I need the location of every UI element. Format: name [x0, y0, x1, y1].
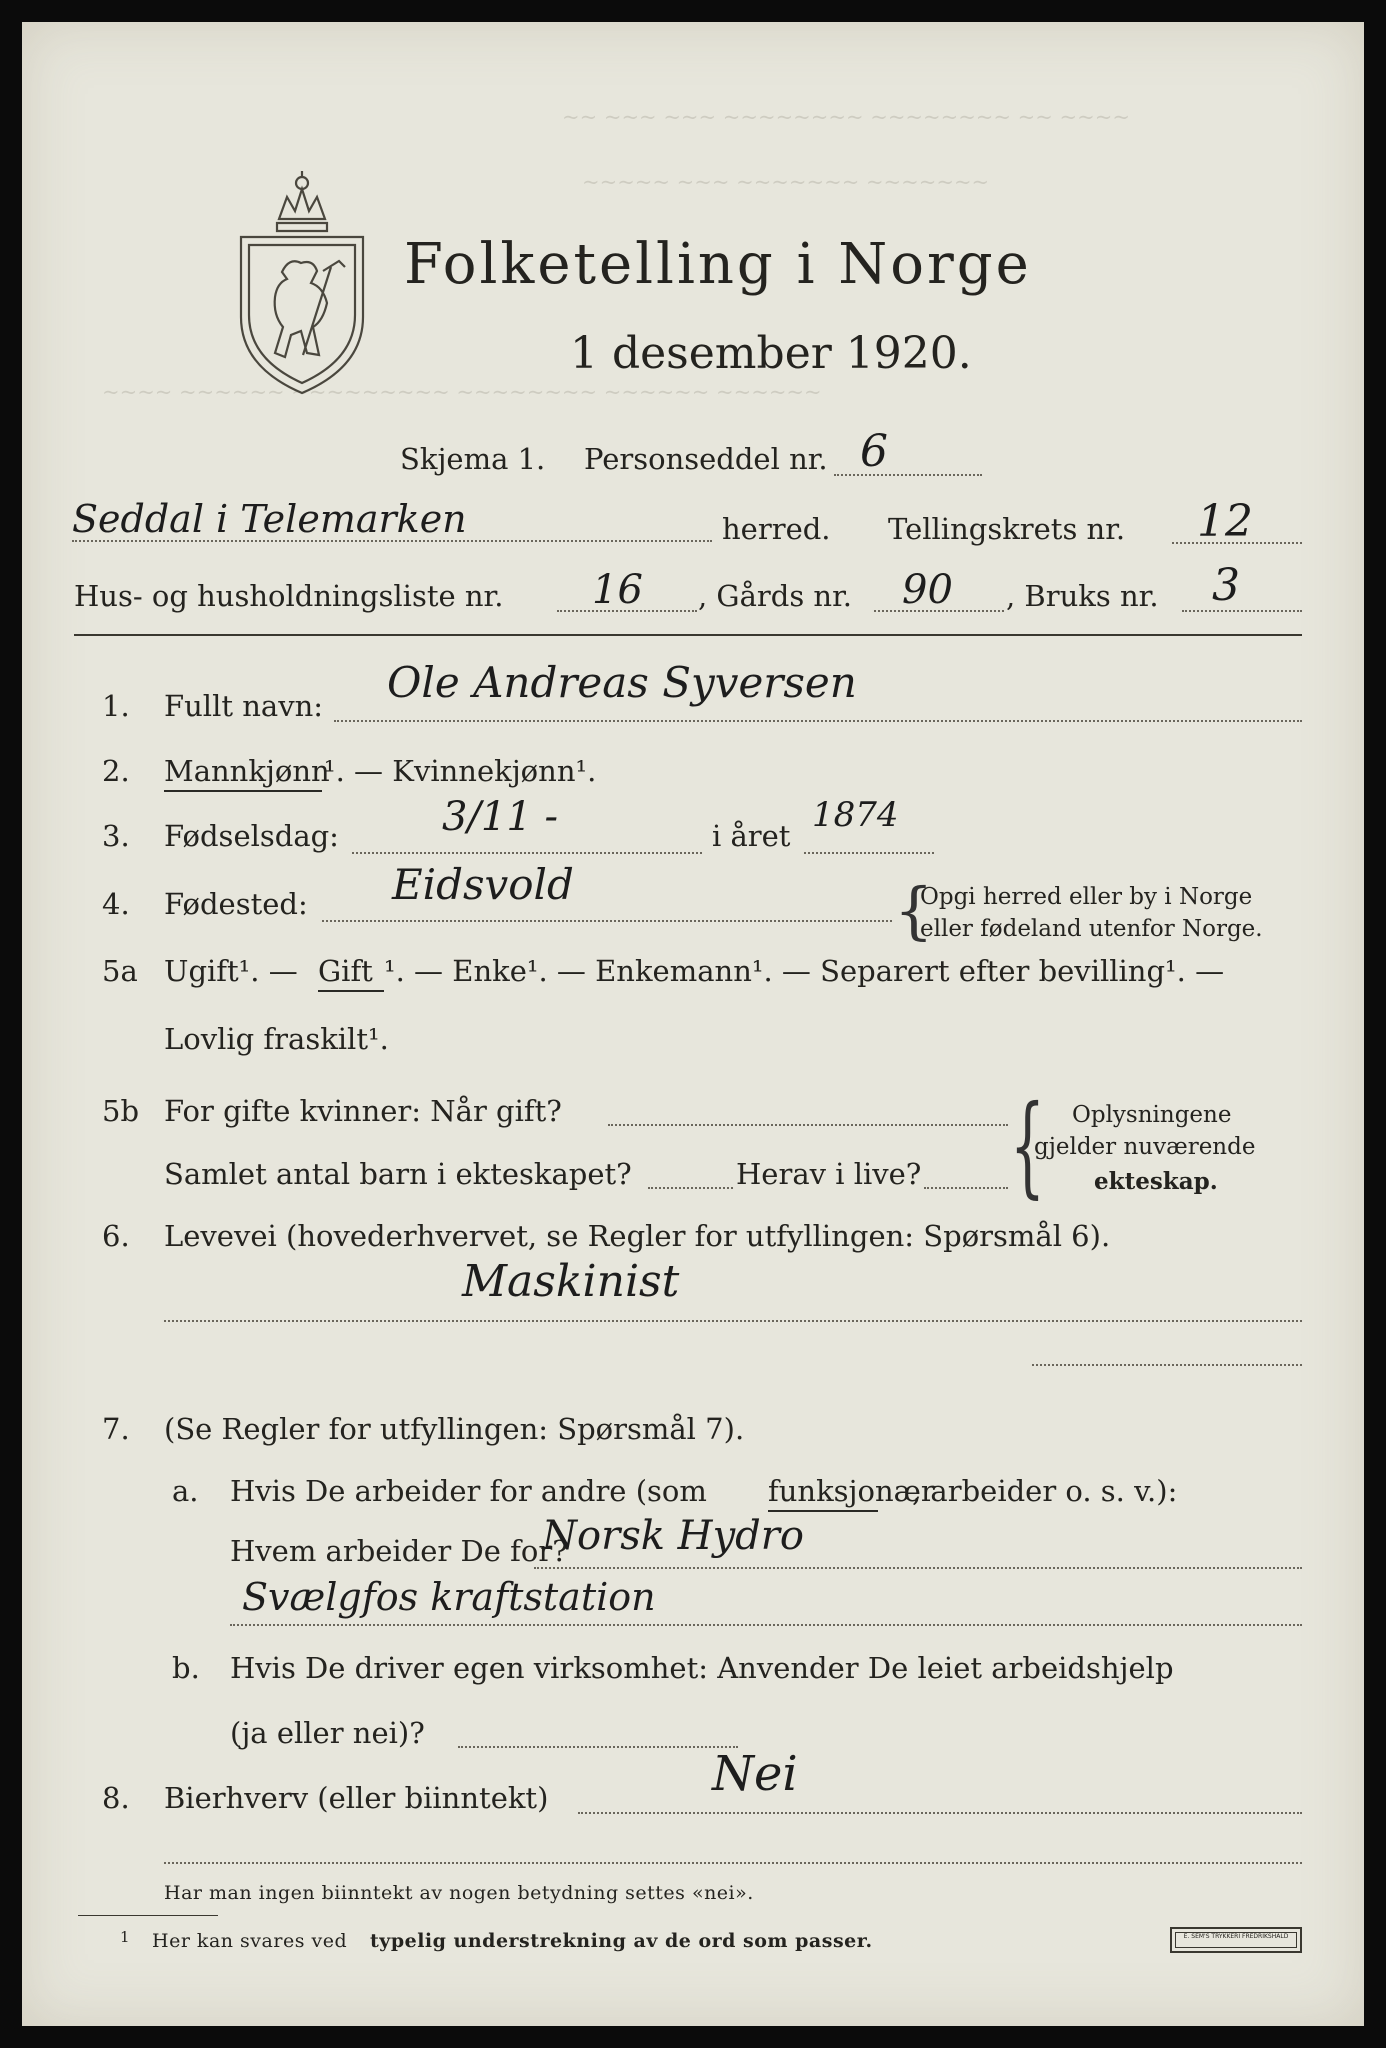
- q4-line: [322, 920, 892, 922]
- q5b-herav-label: Herav i live?: [736, 1157, 922, 1191]
- q1-label: Fullt navn:: [164, 689, 324, 723]
- personseddel-label: Personseddel nr.: [584, 442, 828, 476]
- q7a-funksjonaer-underline: [768, 1510, 878, 1512]
- q5b-number: 5b: [102, 1094, 140, 1128]
- tellingskrets-value: 12: [1197, 496, 1253, 547]
- tellingskrets-line: [1172, 542, 1302, 544]
- q6-number: 6.: [102, 1219, 130, 1253]
- q8-label: Bierhverv (eller biinntekt): [164, 1781, 549, 1815]
- q3-number: 3.: [102, 819, 130, 853]
- personseddel-value: 6: [860, 426, 888, 477]
- footnote-text-b: typelig understrekning av de ord som passer.: [370, 1930, 873, 1952]
- q4-number: 4.: [102, 887, 130, 921]
- q7b-line2: (ja eller nei)?: [230, 1716, 425, 1750]
- q8-number: 8.: [102, 1781, 130, 1815]
- q5b-note-line2: gjelder nuværende: [1034, 1134, 1256, 1160]
- q3-year-value: 1874: [812, 795, 899, 835]
- footnote-mark: 1: [120, 1928, 131, 1946]
- q7b-line: [458, 1746, 738, 1748]
- q1-line: [334, 720, 1302, 722]
- printer-stamp: [1170, 1927, 1302, 1953]
- q7-label: (Se Regler for utfyllingen: Spørsmål 7).: [164, 1412, 745, 1446]
- q1-number: 1.: [102, 689, 130, 723]
- bleed-through-text: ~~~~~ ~~~ ~~~~~~~ ~~~~~~~: [582, 170, 990, 194]
- bruks-label: , Bruks nr.: [1006, 579, 1159, 613]
- q4-note-line1: Opgi herred eller by i Norge: [920, 884, 1253, 910]
- husholdning-label: Hus- og husholdningsliste nr.: [74, 579, 504, 613]
- q4-note-line2: eller fødeland utenfor Norge.: [920, 916, 1263, 942]
- gards-line: [874, 610, 1004, 612]
- q7a-funksjonaer: funksjonær: [768, 1474, 935, 1508]
- bruks-value: 3: [1212, 560, 1240, 611]
- census-date: 1 desember 1920.: [570, 328, 972, 379]
- q7a-letter: a.: [172, 1474, 199, 1508]
- q3-year-line: [804, 852, 934, 854]
- norwegian-coat-of-arms-icon: [227, 167, 377, 397]
- q6-line2: [1032, 1364, 1302, 1366]
- q2-mannkjonn: Mannkjønn: [164, 754, 330, 788]
- bleed-through-text: ~~ ~~~ ~~~ ~~~~~~~~ ~~~~~~~~ ~~ ~~~~: [562, 105, 1130, 129]
- tellingskrets-label: Tellingskrets nr.: [888, 512, 1126, 546]
- q3-year-label: i året: [712, 819, 791, 853]
- herred-line: [72, 540, 712, 542]
- q7b-line1: Hvis De driver egen virksomhet: Anvender De leiet arbeidshjelp: [230, 1651, 1174, 1685]
- q5b-herav-line: [924, 1187, 1008, 1189]
- q5a-lovlig-fraskilt: Lovlig fraskilt¹.: [164, 1022, 389, 1056]
- skjema-label: Skjema 1.: [400, 442, 546, 476]
- gards-value: 90: [902, 567, 953, 613]
- q4-birthplace-value: Eidsvold: [392, 860, 574, 909]
- section-divider: [74, 634, 1302, 636]
- q5a-number: 5a: [102, 954, 138, 988]
- q5a-gift-underline: [318, 990, 384, 992]
- q6-line1: [164, 1320, 1302, 1322]
- q5b-line1: For gifte kvinner: Når gift?: [164, 1094, 562, 1128]
- q1-full-name-value: Ole Andreas Syversen: [387, 658, 857, 707]
- census-form-sheet: [22, 22, 1364, 2026]
- q5b-note-line1: Oplysningene: [1072, 1102, 1232, 1128]
- q2-options-rest: ¹. — Kvinnekjønn¹.: [324, 754, 597, 788]
- q5b-note-brace: {: [1010, 1081, 1045, 1209]
- herred-value: Seddal i Telemarken: [72, 497, 467, 541]
- q6-occupation-value: Maskinist: [462, 1256, 680, 1307]
- q6-label: Levevei (hovederhvervet, se Regler for utfyllingen: Spørsmål 6).: [164, 1219, 1111, 1253]
- q7a-line1b: , arbeider o. s. v.):: [912, 1474, 1178, 1508]
- gards-label: , Gårds nr.: [698, 579, 852, 613]
- bruks-line: [1182, 610, 1302, 612]
- bleed-through-text: ~~~~ ~~~~~~ ~~~~~~~~~ ~~~~~~~~ ~~~~~~ ~~~~~~: [102, 380, 822, 404]
- footer-note: Har man ingen biinntekt av nogen betydning settes «nei».: [164, 1882, 754, 1904]
- q8-line1: [578, 1812, 1302, 1814]
- q4-note-brace: {: [894, 874, 934, 947]
- husholdning-line: [557, 610, 697, 612]
- q7b-letter: b.: [172, 1651, 200, 1685]
- q2-mannkjonn-underline: [164, 790, 322, 792]
- q5b-note-line3: ekteskap.: [1094, 1168, 1218, 1195]
- q3-birthday-value: 3/11 -: [442, 794, 559, 840]
- q5b-barn-label: Samlet antal barn i ekteskapet?: [164, 1157, 632, 1191]
- husholdning-value: 16: [592, 567, 643, 613]
- q5a-ugift: Ugift¹. —: [164, 954, 298, 988]
- q8-line2: [164, 1862, 1302, 1864]
- personseddel-line: [834, 474, 982, 476]
- q2-number: 2.: [102, 754, 130, 788]
- q5b-naar-gift-line: [608, 1124, 1008, 1126]
- q7a-employer-value-1: Norsk Hydro: [542, 1513, 804, 1559]
- footnote-text-a: Her kan svares ved: [152, 1930, 348, 1952]
- printer-stamp-text: E. SEM'S TRYKKERI FREDRIKSHALD: [1175, 1932, 1297, 1948]
- q8-value: Nei: [712, 1746, 798, 1802]
- q7a-line2: Hvem arbeider De for?: [230, 1534, 568, 1568]
- q7a-line1a: Hvis De arbeider for andre (som: [230, 1474, 707, 1508]
- q3-line: [352, 852, 702, 854]
- q3-label: Fødselsdag:: [164, 819, 339, 853]
- q4-label: Fødested:: [164, 887, 308, 921]
- q7a-employer-value-2: Svælgfos kraftstation: [242, 1575, 656, 1619]
- q5a-gift: Gift: [318, 954, 373, 988]
- herred-label: herred.: [722, 512, 831, 546]
- footnote-divider: [78, 1915, 218, 1916]
- q7a-line1: [534, 1567, 1302, 1569]
- q5b-barn-line: [648, 1187, 733, 1189]
- q7a-line2: [230, 1624, 1302, 1626]
- q7-number: 7.: [102, 1412, 130, 1446]
- q5a-options-rest: ¹. — Enke¹. — Enkemann¹. — Separert efter bevilling¹. —: [384, 954, 1225, 988]
- form-title: Folketelling i Norge: [404, 232, 1032, 297]
